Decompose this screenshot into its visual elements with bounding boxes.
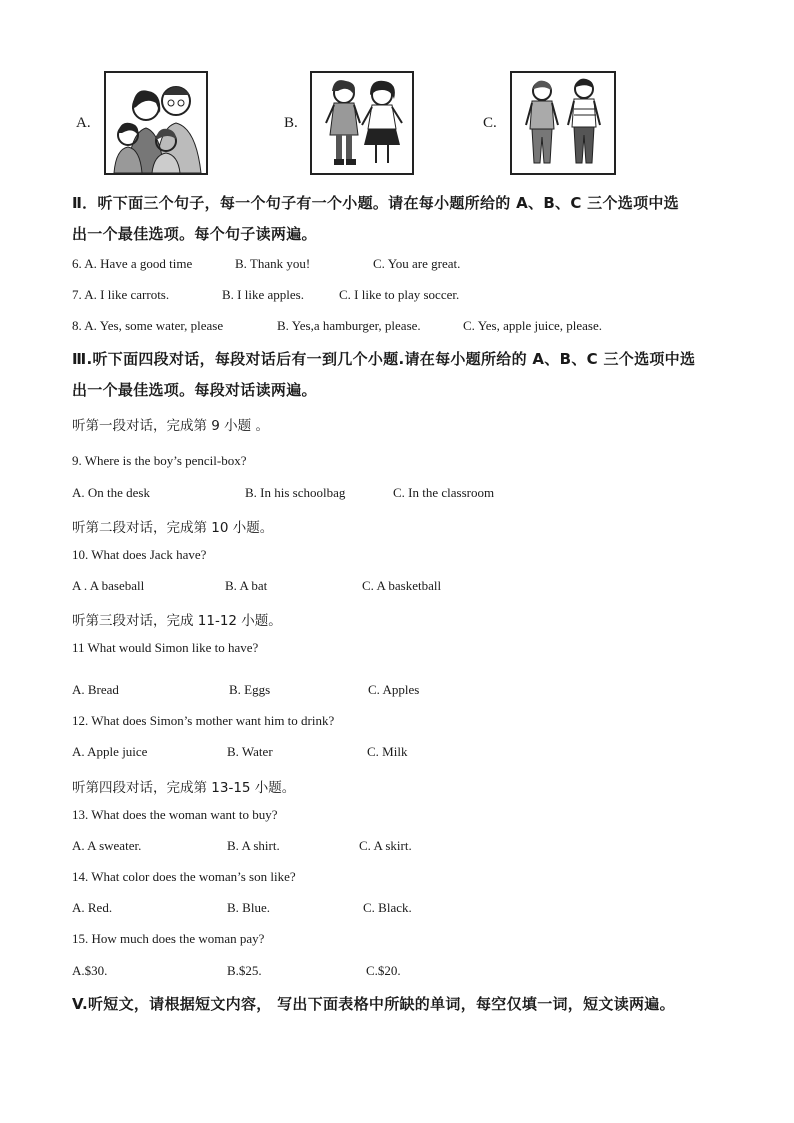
- q9-option-a: A. On the desk: [72, 485, 150, 500]
- q9-option-c: C. In the classroom: [393, 485, 495, 500]
- q6-option-c: C. You are great.: [373, 256, 461, 271]
- q7-option-b: B. I like apples.: [222, 287, 304, 302]
- section-5-instruction: V.听短文，请根据短文内容， 写出下面表格中所缺的单词，每空仅填一词，短文读两遍。: [72, 995, 675, 1013]
- q14-option-c: C. Black.: [363, 900, 412, 915]
- q12-option-b: B. Water: [227, 744, 273, 759]
- q8-option-c: C. Yes, apple juice, please.: [463, 318, 603, 333]
- q6-option-b: B. Thank you!: [235, 256, 311, 271]
- q7-option-a: 7. A. I like carrots.: [72, 287, 170, 302]
- q13-option-c: C. A skirt.: [359, 838, 412, 853]
- q15-option-c: C.$20.: [366, 963, 401, 978]
- q13-option-b: B. A shirt.: [227, 838, 280, 853]
- q15-option-a: A.$30.: [72, 963, 108, 978]
- picture-label-b: B.: [284, 115, 298, 131]
- q15-stem: 15. How much does the woman pay?: [72, 931, 265, 946]
- q12-stem: 12. What does Simon’s mother want him to drink?: [72, 713, 335, 728]
- two-girls-picture-icon: [310, 71, 414, 175]
- q10-option-b: B. A bat: [225, 578, 268, 593]
- section-3-instruction-line1: Ⅲ.听下面四段对话，每段对话后有一到几个小题.请在每小题所给的 A、B、C 三个选项中选: [72, 350, 696, 368]
- q11-stem: 11 What would Simon like to have?: [72, 640, 259, 655]
- q13-option-a: A. A sweater.: [72, 838, 142, 853]
- part-3-heading: 听第三段对话，完成 11-12 小题。: [72, 613, 282, 629]
- q9-stem: 9. Where is the boy’s pencil-box?: [72, 453, 247, 468]
- q7-option-c: C. I like to play soccer.: [339, 287, 460, 302]
- q6-option-a: 6. A. Have a good time: [72, 256, 193, 271]
- two-boys-picture-icon: [510, 71, 616, 175]
- q12-option-c: C. Milk: [367, 744, 408, 759]
- q13-stem: 13. What does the woman want to buy?: [72, 807, 278, 822]
- q14-stem: 14. What color does the woman’s son like?: [72, 869, 296, 884]
- part-1-heading: 听第一段对话，完成第 9 小题 。: [72, 418, 269, 434]
- family-picture-icon: [104, 71, 208, 175]
- q9-option-b: B. In his schoolbag: [245, 485, 346, 500]
- q11-option-a: A. Bread: [72, 682, 119, 697]
- q11-option-b: B. Eggs: [229, 682, 271, 697]
- q10-option-c: C. A basketball: [362, 578, 442, 593]
- q11-option-c: C. Apples: [368, 682, 420, 697]
- section-2-instruction-line2: 出一个最佳选项。每个句子读两遍。: [72, 225, 317, 243]
- part-4-heading: 听第四段对话，完成第 13-15 小题。: [72, 780, 296, 796]
- picture-label-a: A.: [76, 115, 91, 131]
- q12-option-a: A. Apple juice: [72, 744, 148, 759]
- picture-label-c: C.: [483, 115, 497, 131]
- part-2-heading: 听第二段对话，完成第 10 小题。: [72, 520, 274, 536]
- q14-option-a: A. Red.: [72, 900, 113, 915]
- q8-option-b: B. Yes,a hamburger, please.: [277, 318, 421, 333]
- section-2-instruction-line1: Ⅱ．听下面三个句子，每一个句子有一个小题。请在每小题所给的 A、B、C 三个选项中选: [72, 194, 679, 212]
- q14-option-b: B. Blue.: [227, 900, 270, 915]
- q10-stem: 10. What does Jack have?: [72, 547, 207, 562]
- q10-option-a: A . A baseball: [72, 578, 145, 593]
- q15-option-b: B.$25.: [227, 963, 262, 978]
- section-3-instruction-line2: 出一个最佳选项。每段对话读两遍。: [72, 381, 317, 399]
- q8-option-a: 8. A. Yes, some water, please: [72, 318, 224, 333]
